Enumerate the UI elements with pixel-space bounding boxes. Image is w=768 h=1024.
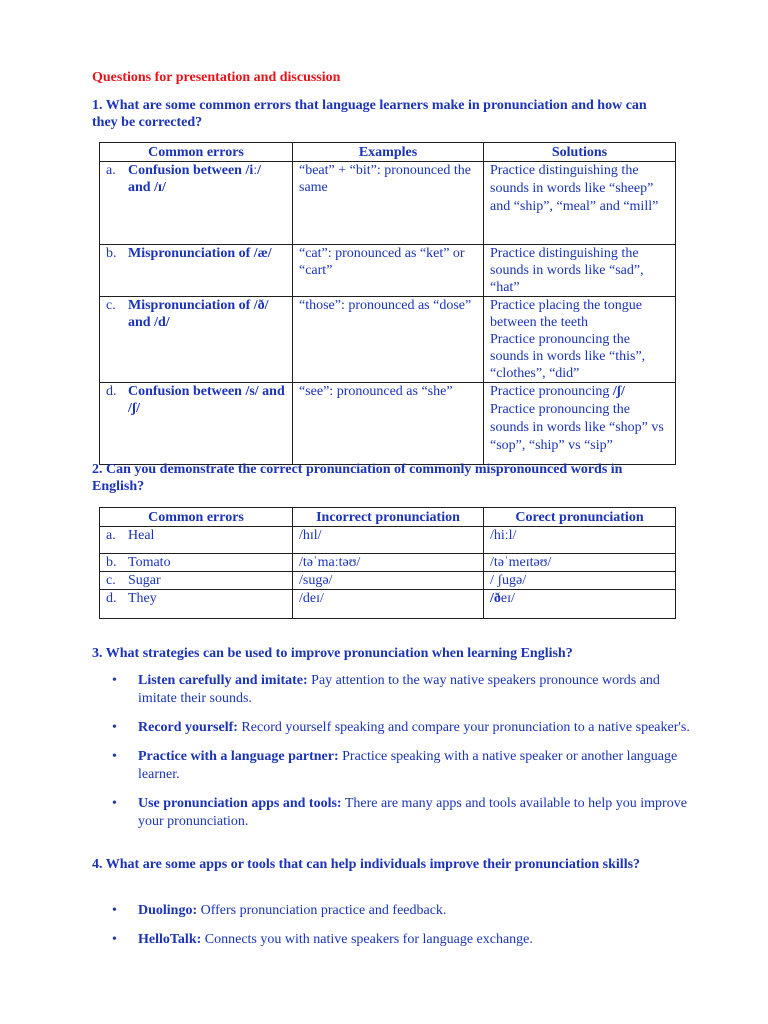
list-item — [92, 902, 702, 920]
item-title: HelloTalk: — [138, 932, 202, 947]
item-title: Duolingo: — [138, 903, 198, 918]
error-name: Mispronunciation of /ð/ and /d/ — [128, 298, 269, 330]
row-letter: c. — [106, 298, 116, 313]
table-row — [100, 383, 676, 465]
table-row — [100, 590, 676, 619]
word: Sugar — [128, 573, 161, 588]
solution-text: Practice placing the tongue between the teeth Practice pronouncing the sounds in words like “this”, “clothes”, “did” — [484, 297, 676, 383]
row-letter: c. — [106, 573, 116, 588]
bullet-icon: • — [112, 903, 117, 918]
bullet-icon: • — [112, 720, 117, 735]
list-item — [92, 672, 702, 708]
error-name: Confusion between /iː/ and /ɪ/ — [128, 163, 262, 195]
item-text: Record yourself speaking and compare your pronunciation to a native speaker's. — [237, 720, 690, 735]
row-letter: d. — [106, 591, 117, 606]
table1-header-errors: Common errors — [100, 143, 293, 162]
table2-header-correct: Corect pronunciation — [484, 508, 676, 527]
incorrect-ipa: /sugə/ — [293, 572, 484, 590]
table-row — [100, 554, 676, 572]
question-1: 1. What are some common errors that language learners make in pronunciation and how can they be corrected? — [92, 98, 647, 130]
table2-header-incorrect: Incorrect pronunciation — [293, 508, 484, 527]
incorrect-ipa: /təˈmaːtəʊ/ — [293, 554, 484, 572]
question-2: 2. Can you demonstrate the correct pronunciation of commonly mispronounced words in English? — [92, 462, 623, 494]
item-title: Use pronunciation apps and tools: — [138, 796, 342, 811]
table-row — [100, 162, 676, 245]
example-text: “those”: pronounced as “dose” — [293, 297, 484, 383]
table-row — [100, 297, 676, 383]
pronunciation-table — [99, 507, 676, 619]
word: Tomato — [128, 555, 171, 570]
item-text: Connects you with native speakers for language exchange. — [201, 932, 533, 947]
item-text: Practice speaking with a native speaker or another language learner. — [138, 749, 678, 782]
question-3: 3. What strategies can be used to improve pronunciation when learning English? — [92, 646, 573, 661]
tools-list — [92, 902, 702, 960]
strategies-list — [92, 672, 702, 842]
example-text: “see”: pronounced as “she” — [293, 383, 484, 465]
row-letter: a. — [106, 528, 116, 543]
example-text: “cat”: pronounced as “ket” or “cart” — [293, 245, 484, 297]
list-item — [92, 719, 702, 737]
list-item — [92, 748, 702, 784]
document-title: Questions for presentation and discussion — [92, 70, 341, 85]
correct-ipa-bold: /ð — [490, 591, 501, 606]
table1-header-solutions: Solutions — [484, 143, 676, 162]
error-name: Confusion between /s/ and /ʃ/ — [128, 384, 285, 416]
correct-ipa: /təˈmeɪtəʊ/ — [484, 554, 676, 572]
errors-table — [99, 142, 676, 465]
solution-prefix: Practice pronouncing — [490, 384, 613, 399]
table2-header-errors: Common errors — [100, 508, 293, 527]
bullet-icon: • — [112, 796, 117, 811]
table-row — [100, 572, 676, 590]
item-title: Listen carefully and imitate: — [138, 673, 308, 688]
bullet-icon: • — [112, 932, 117, 947]
bullet-icon: • — [112, 749, 117, 764]
row-letter: d. — [106, 384, 117, 399]
item-title: Practice with a language partner: — [138, 749, 339, 764]
solution-text: Practice distinguishing the sounds in words like “sad”, “hat” — [484, 245, 676, 297]
example-text: “beat” + “bit”: pronounced the same — [293, 162, 484, 245]
table-row — [100, 527, 676, 554]
table1-header-examples: Examples — [293, 143, 484, 162]
error-name: Mispronunciation of /æ/ — [128, 246, 272, 261]
incorrect-ipa: /hɪl/ — [293, 527, 484, 554]
solution-text: Practice pronouncing the sounds in words like “shop” vs “sop”, “ship” vs “sip” — [490, 402, 664, 453]
question-4: 4. What are some apps or tools that can help individuals improve their pronunciation skills? — [92, 857, 641, 872]
word: They — [128, 591, 157, 606]
table-row — [100, 245, 676, 297]
list-item — [92, 931, 702, 949]
row-letter: b. — [106, 246, 117, 261]
solution-symbol: /ʃ/ — [612, 384, 625, 399]
correct-ipa: eɪ/ — [500, 591, 515, 606]
row-letter: b. — [106, 555, 117, 570]
bullet-icon: • — [112, 673, 117, 688]
item-text: Offers pronunciation practice and feedback. — [197, 903, 447, 918]
solution-text: Practice distinguishing the sounds in words like “sheep” and “ship”, “meal” and “mill” — [484, 162, 676, 245]
list-item — [92, 795, 702, 831]
item-text: Pay attention to the way native speakers pronounce words and imitate their sounds. — [138, 673, 660, 706]
row-letter: a. — [106, 163, 116, 178]
item-title: Record yourself: — [138, 720, 238, 735]
word: Heal — [128, 528, 155, 543]
correct-ipa: /hiːl/ — [484, 527, 676, 554]
incorrect-ipa: /deɪ/ — [293, 590, 484, 619]
item-text: There are many apps and tools available to help you improve your pronunciation. — [138, 796, 687, 829]
correct-ipa: / ʃugə/ — [484, 572, 676, 590]
